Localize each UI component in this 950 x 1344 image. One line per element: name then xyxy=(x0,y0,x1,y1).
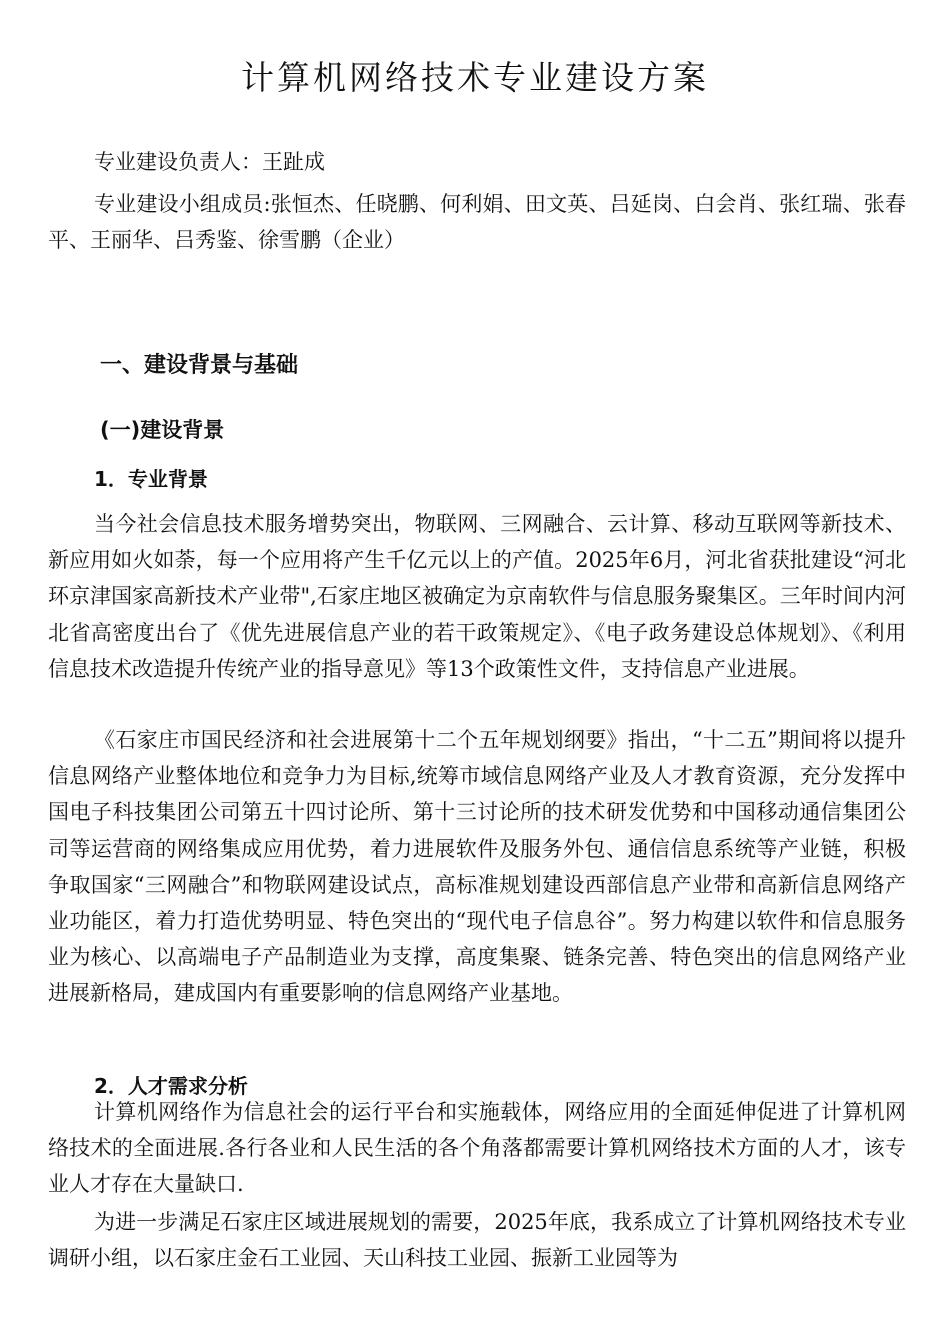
professional-background-paragraph-1: 当今社会信息技术服务增势突出，物联网、三网融合、云计算、移动互联网等新技术、新应用如火如荼，每一个应用将产生千亿元以上的产值。2025年6月，河北省获批建设“河北环京津国家高新技术产业带",石家庄地区被确定为京南软件与信息服务聚集区。三年时间内河北省高密度出台了《优先进展信息产业的若干政策规定》、《电子政务建设总体规划》、《利用信息技术改造提升传统产业的指导意见》等13个政策性文件，支持信息产业进展。 xyxy=(48,512,906,681)
talent-demand-paragraph-1: 计算机网络作为信息社会的运行平台和实施载体，网络应用的全面延伸促进了计算机网络技术的全面进展.各行各业和人民生活的各个角落都需要计算机网络技术方面的人才，该专业人才存在大量缺口. xyxy=(48,1100,906,1197)
item-heading-talent-demand: 2．人才需求分析 xyxy=(94,1074,248,1098)
section-heading-background: 一、建设背景与基础 xyxy=(100,353,299,378)
leader-line: 专业建设负责人：王趾成 xyxy=(94,150,325,174)
talent-demand-paragraph-2: 为进一步满足石家庄区域进展规划的需要，2025年底，我系成立了计算机网络技术专业调研小组，以石家庄金石工业园、天山科技工业园、振新工业园等为 xyxy=(48,1210,906,1271)
document-title: 计算机网络技术专业建设方案 xyxy=(241,58,709,97)
subsection-heading-background: (一)建设背景 xyxy=(100,418,225,442)
item-heading-professional-background: 1．专业背景 xyxy=(94,467,208,491)
professional-background-paragraph-2: 《石家庄市国民经济和社会进展第十二个五年规划纲要》指出，“十二五”期间将以提升信息网络产业整体地位和竞争力为目标,统筹市域信息网络产业及人才教育资源，充分发挥中国电子科技集团公司第五十四讨论所、第十三讨论所的技术研发优势和中国移动通信集团公司等运营商的网络集成应用优势，着力进展软件及服务外包、通信信息系统等产业链，积极争取国家“三网融合”和物联网建设试点，高标准规划建设西部信息产业带和高新信息网络产业功能区，着力打造优势明显、特色突出的“现代电子信息谷”。努力构建以软件和信息服务业为核心、以高端电子产品制造业为支撑，高度集聚、链条完善、特色突出的信息网络产业进展新格局，建成国内有重要影响的信息网络产业基地。 xyxy=(48,728,906,1006)
members-paragraph: 专业建设小组成员:张恒杰、任晓鹏、何利娟、田文英、吕延岗、白会肖、张红瑞、张春平、王丽华、吕秀鉴、徐雪鹏（企业） xyxy=(48,192,906,253)
